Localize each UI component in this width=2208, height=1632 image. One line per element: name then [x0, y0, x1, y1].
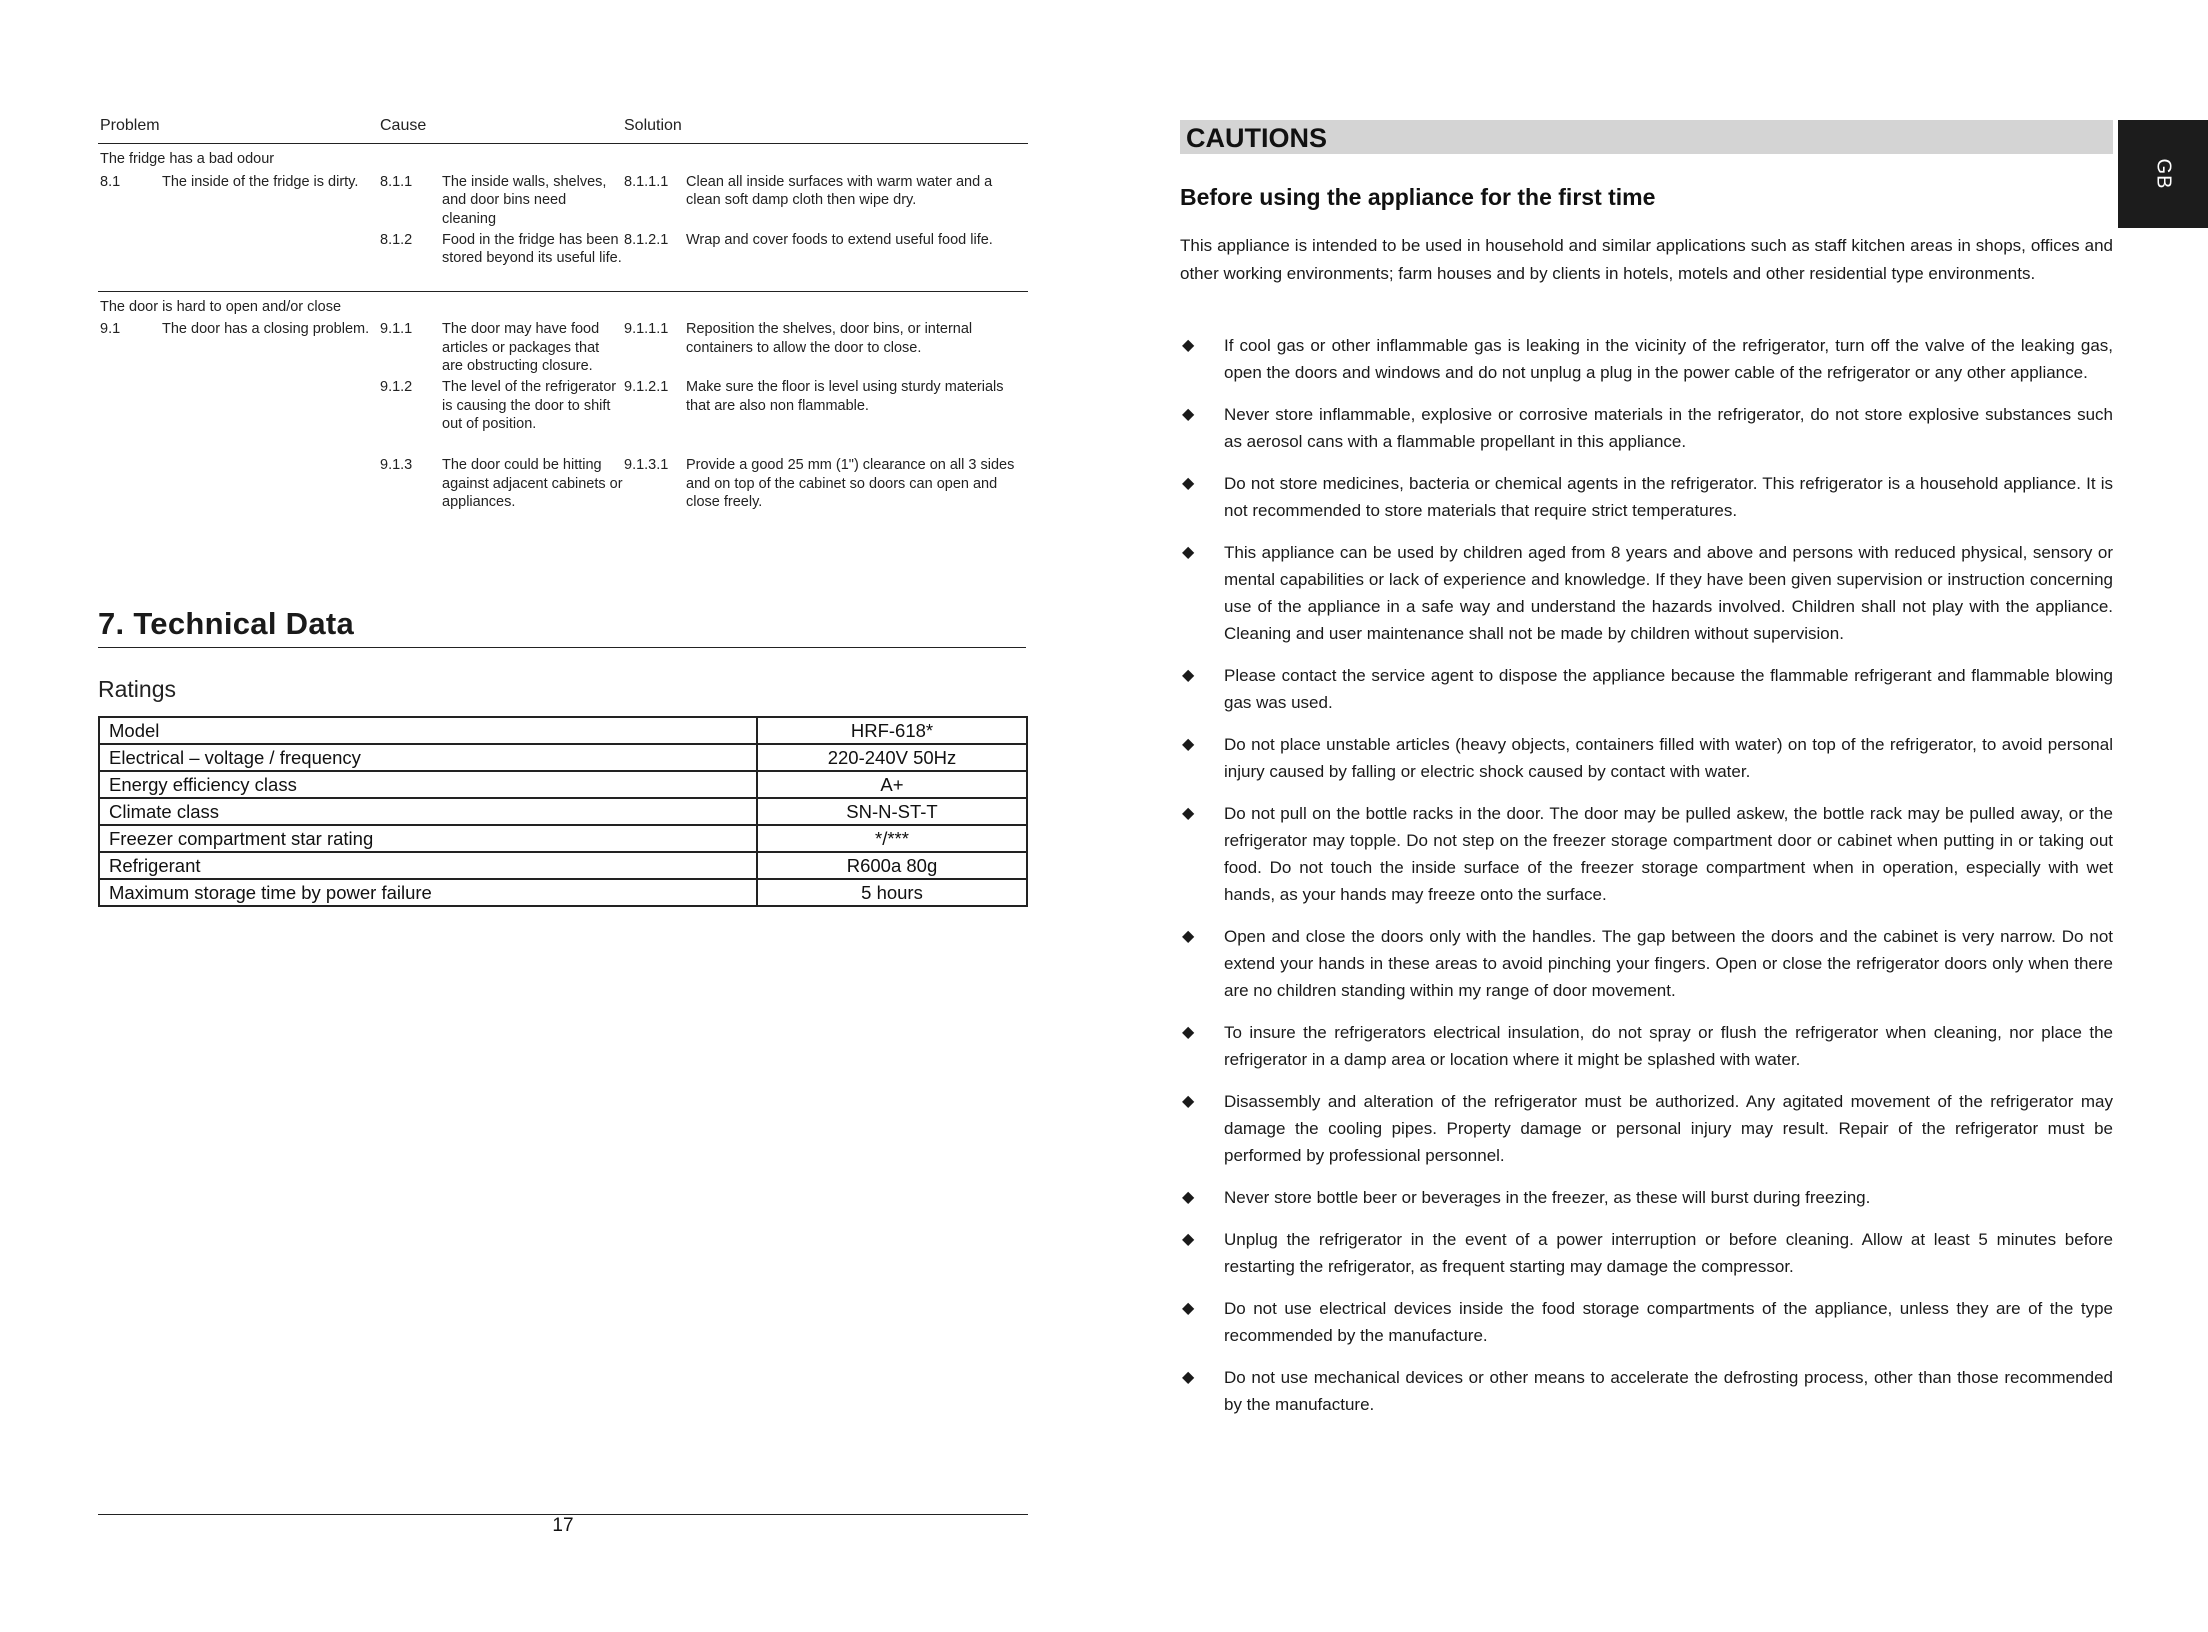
right-page	[1104, 0, 2208, 1632]
ratings-table	[98, 716, 1028, 907]
list-item	[1180, 1295, 2113, 1349]
list-item	[1180, 800, 2113, 908]
rating-label: Model	[99, 717, 757, 744]
cause-text: The door may have food articles or packages that are obstructing closure.	[442, 321, 600, 374]
rating-value: */***	[757, 825, 1027, 852]
rating-label: Electrical – voltage / frequency	[99, 744, 757, 771]
rating-value: 220-240V 50Hz	[757, 744, 1027, 771]
troubleshooting-header	[98, 110, 1028, 144]
problem-text: The inside of the fridge is dirty.	[162, 173, 359, 190]
troubleshooting-group	[98, 292, 1028, 515]
table-row	[99, 717, 1027, 744]
list-item	[1180, 539, 2113, 647]
cause-number: 8.1.2	[380, 231, 413, 248]
solution-number: 8.1.2.1	[624, 231, 669, 248]
list-item-text: Never store inflammable, explosive or corrosive materials in the refrigerator, do not store explosive substances such as aerosol cans with a flammable propellant in this appliance.	[1224, 405, 2113, 451]
diamond-bullet-icon: ◆	[1182, 1024, 1195, 1041]
list-item	[1180, 1364, 2113, 1418]
list-item-text: Never store bottle beer or beverages in the freezer, as these will burst during freezing.	[1224, 1188, 1871, 1207]
diamond-bullet-icon: ◆	[1182, 1231, 1195, 1248]
solution-number: 9.1.3.1	[624, 457, 669, 473]
cause-number: 9.1.1	[380, 321, 413, 337]
rating-value: 5 hours	[757, 879, 1027, 906]
rating-label: Energy efficiency class	[99, 771, 757, 798]
rating-label: Refrigerant	[99, 852, 757, 879]
problem-text: The door has a closing problem.	[162, 321, 370, 337]
table-row	[98, 320, 1028, 378]
problem-number: 9.1	[100, 321, 121, 337]
cause-number: 8.1.1	[380, 173, 413, 190]
list-item-text: If cool gas or other inflammable gas is leaking in the vicinity of the refrigerator, turn off the valve of the leaking gas, open the doors and windows and do not unplug a plug in the power cable of the refrigerator or any other appliance.	[1224, 336, 2113, 382]
rating-label: Maximum storage time by power failure	[99, 879, 757, 906]
rating-value: A+	[757, 771, 1027, 798]
list-item	[1180, 332, 2113, 386]
solution-text: Reposition the shelves, door bins, or internal containers to allow the door to close.	[686, 321, 973, 356]
table-row	[99, 771, 1027, 798]
list-item-text: Please contact the service agent to dispose the appliance because the flammable refrigerant and flammable blowing gas was used.	[1224, 666, 2113, 712]
solution-number: 9.1.1.1	[624, 321, 669, 337]
list-item	[1180, 401, 2113, 455]
section-divider	[98, 647, 1026, 648]
cause-number: 9.1.3	[380, 457, 413, 473]
group-title: The door is hard to open and/or close	[100, 298, 342, 315]
diamond-bullet-icon: ◆	[1182, 544, 1195, 561]
table-row	[98, 231, 1028, 287]
list-item-text: To insure the refrigerators electrical insulation, do not spray or flush the refrigerator when cleaning, nor place the refrigerator in a damp area or location where it might be splashed with water.	[1224, 1023, 2113, 1069]
header-solution: Solution	[624, 117, 682, 135]
diamond-bullet-icon: ◆	[1182, 667, 1195, 684]
table-row	[99, 744, 1027, 771]
solution-text: Clean all inside surfaces with warm water and a clean soft damp cloth then wipe dry.	[686, 173, 993, 208]
section-title: 7. Technical Data	[98, 606, 355, 641]
cause-text: The inside walls, shelves, and door bins need cleaning	[442, 173, 607, 227]
rating-value: HRF-618*	[757, 717, 1027, 744]
cause-text: The level of the refrigerator is causing the door to shift out of position.	[442, 379, 617, 432]
troubleshooting-table	[98, 110, 1028, 514]
solution-text: Provide a good 25 mm (1") clearance on all 3 sides and on top of the cabinet so doors can open and close freely.	[686, 457, 1015, 510]
page-number: 17	[552, 1515, 574, 1536]
section-subheading: Before using the appliance for the first time	[1180, 184, 1656, 210]
list-item-text: This appliance can be used by children aged from 8 years and above and persons with reduced physical, sensory or mental capabilities or lack of experience and knowledge. If they have been given supervision or instruction concerning use of the appliance in a safe way and understand the hazards involved. Children shall not play with the appliance. Cleaning and user maintenance shall not be made by children without supervision.	[1224, 543, 2113, 643]
list-item-text: Open and close the doors only with the handles. The gap between the doors and the cabinet is very narrow. Do not extend your hands in these areas to avoid pinching your fingers. Open or close the refrigerator doors only when there are no children standing within my range of door movement.	[1224, 927, 2113, 1000]
list-item-text: Unplug the refrigerator in the event of a power interruption or before cleaning. Allow at least 5 minutes before restarting the refrigerator, as frequent starting may damage the compressor.	[1224, 1230, 2113, 1276]
rating-label: Freezer compartment star rating	[99, 825, 757, 852]
list-item-text: Do not store medicines, bacteria or chemical agents in the refrigerator. This refrigerator is a household appliance. It is not recommended to store materials that require strict temperatures.	[1224, 474, 2113, 520]
list-item	[1180, 1088, 2113, 1169]
problem-number: 8.1	[100, 173, 121, 190]
cause-number: 9.1.2	[380, 379, 413, 395]
solution-number: 9.1.2.1	[624, 379, 669, 395]
table-row	[98, 456, 1028, 514]
list-item	[1180, 662, 2113, 716]
diamond-bullet-icon: ◆	[1182, 1369, 1195, 1386]
diamond-bullet-icon: ◆	[1182, 736, 1195, 753]
rating-value: SN-N-ST-T	[757, 798, 1027, 825]
cause-text: The door could be hitting against adjacent cabinets or appliances.	[442, 457, 623, 510]
list-item	[1180, 731, 2113, 785]
cautions-banner	[1180, 120, 2113, 154]
list-item	[1180, 1226, 2113, 1280]
troubleshooting-group	[98, 144, 1028, 292]
ratings-heading: Ratings	[98, 676, 176, 702]
cause-text: Food in the fridge has been stored beyond its useful life.	[442, 231, 622, 266]
table-row	[99, 879, 1027, 906]
cautions-title: CAUTIONS	[1186, 123, 1327, 153]
diamond-bullet-icon: ◆	[1182, 1300, 1195, 1317]
diamond-bullet-icon: ◆	[1182, 337, 1195, 354]
cautions-list	[1180, 332, 2113, 1433]
header-cause: Cause	[380, 117, 427, 135]
diamond-bullet-icon: ◆	[1182, 928, 1195, 945]
diamond-bullet-icon: ◆	[1182, 406, 1195, 423]
diamond-bullet-icon: ◆	[1182, 1189, 1195, 1206]
list-item	[1180, 923, 2113, 1004]
solution-number: 8.1.1.1	[624, 173, 669, 190]
list-item	[1180, 1184, 2113, 1211]
list-item-text: Do not use mechanical devices or other means to accelerate the defrosting process, other than those recommended by the manufacture.	[1224, 1368, 2113, 1414]
solution-text: Make sure the floor is level using sturdy materials that are also non flammable.	[686, 379, 1004, 414]
solution-text: Wrap and cover foods to extend useful food life.	[686, 231, 993, 248]
header-problem: Problem	[100, 117, 160, 135]
list-item-text: Disassembly and alteration of the refrigerator must be authorized. Any agitated movement of the refrigerator may damage the cooling pipes. Property damage or personal injury may result. Repair of the refrigerator must be performed by professional personnel.	[1224, 1092, 2113, 1165]
diamond-bullet-icon: ◆	[1182, 805, 1195, 822]
list-item-text: Do not pull on the bottle racks in the door. The door may be pulled askew, the bottle rack may be pulled away, or the refrigerator may topple. Do not step on the freezer storage compartment door or cabinet when putting in or taking out food. Do not touch the inside surface of the freezer storage compartment when in operation, especially with wet hands, as your hands may freeze onto the surface.	[1224, 804, 2113, 904]
list-item-text: Do not place unstable articles (heavy objects, containers filled with water) on top of the refrigerator, to avoid personal injury caused by falling or electric shock caused by contact with water.	[1224, 735, 2113, 781]
rating-label: Climate class	[99, 798, 757, 825]
list-item	[1180, 1019, 2113, 1073]
table-row	[99, 798, 1027, 825]
table-row	[99, 852, 1027, 879]
table-row	[99, 825, 1027, 852]
intro-paragraph: This appliance is intended to be used in household and similar applications such as staff kitchen areas in shops, offices and other working environments; farm houses and by clients in hotels, motels and other residential type environments.	[1180, 236, 2113, 283]
table-row	[98, 378, 1028, 456]
list-item	[1180, 470, 2113, 524]
language-tab-label: GB	[2152, 158, 2175, 190]
rating-value: R600a 80g	[757, 852, 1027, 879]
diamond-bullet-icon: ◆	[1182, 475, 1195, 492]
diamond-bullet-icon: ◆	[1182, 1093, 1195, 1110]
language-tab	[2118, 120, 2208, 228]
table-row	[98, 173, 1028, 231]
group-title: The fridge has a bad odour	[100, 151, 275, 167]
list-item-text: Do not use electrical devices inside the food storage compartments of the appliance, unless they are of the type recommended by the manufacture.	[1224, 1299, 2113, 1345]
